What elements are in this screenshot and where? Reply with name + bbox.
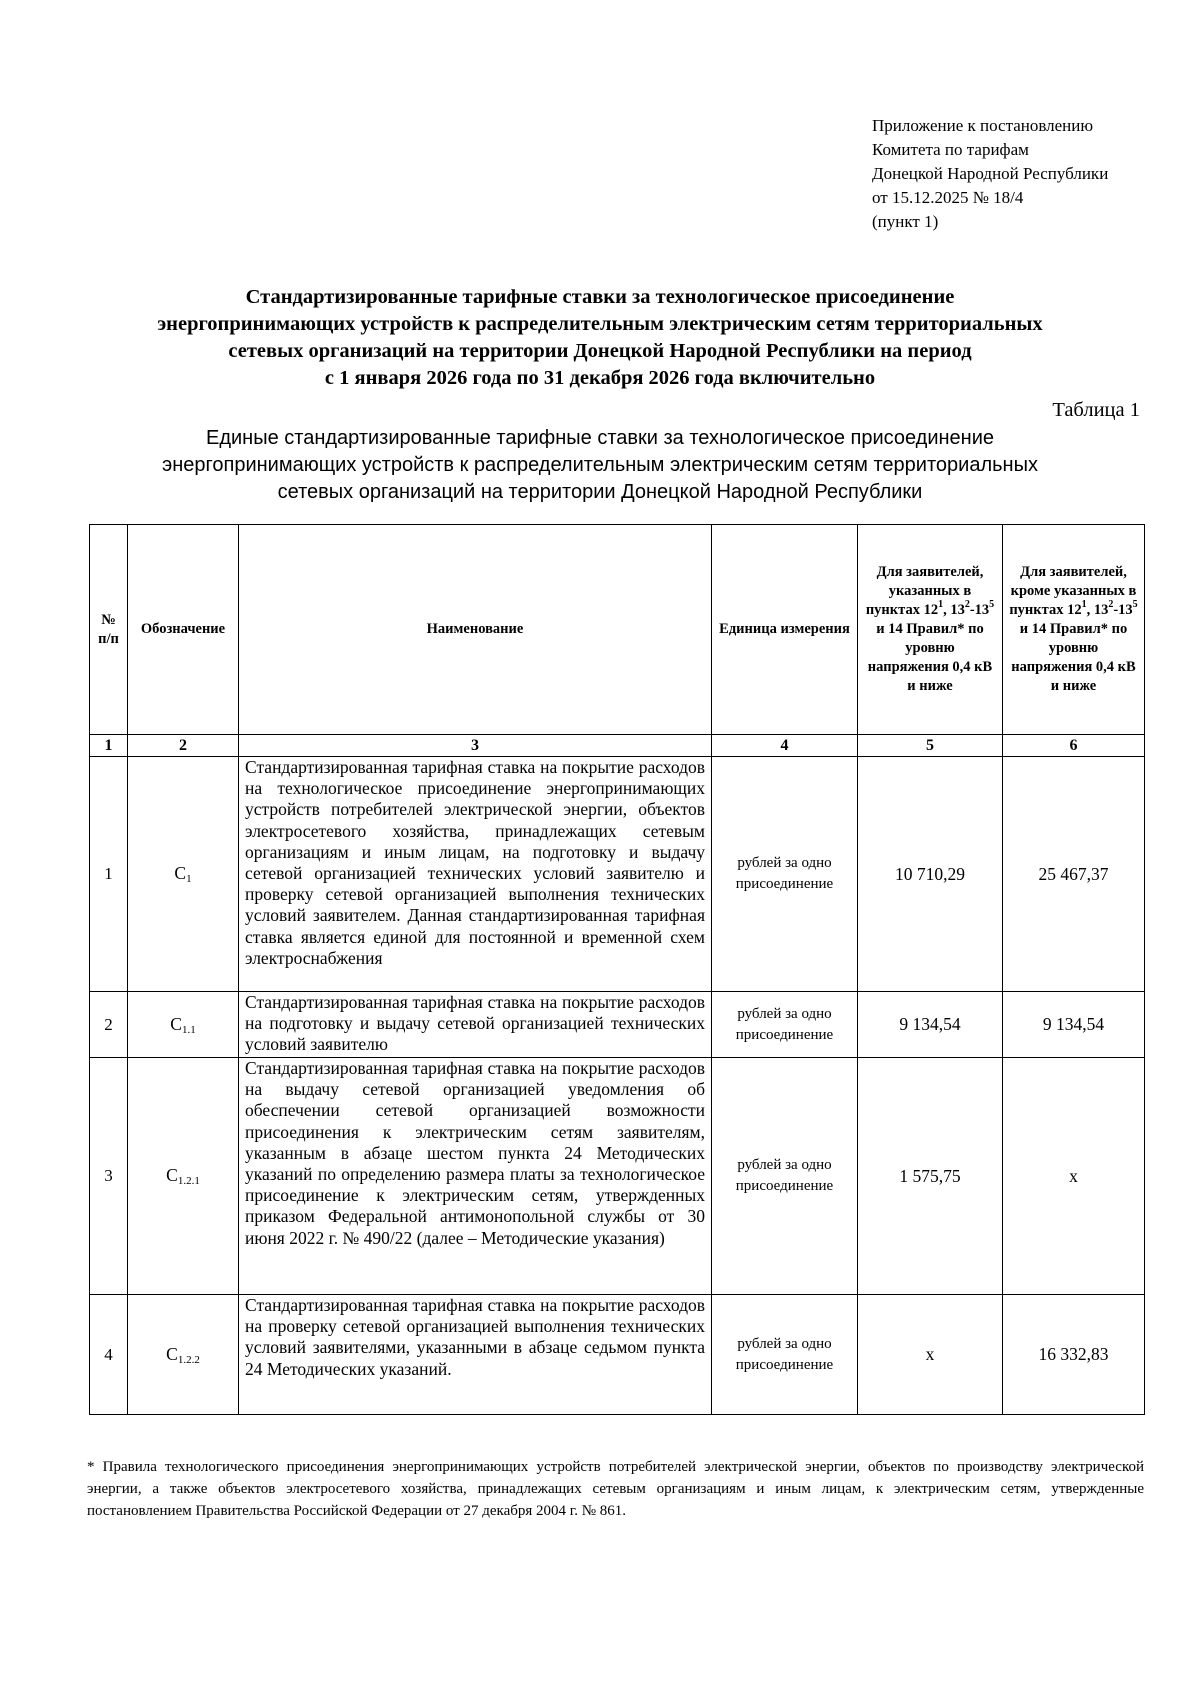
appendix-line-3: Донецкой Народной Республики (872, 164, 1109, 183)
row-value-listed: x (858, 1295, 1003, 1415)
header-designation: Обозначение (128, 525, 239, 735)
row-value-listed: 1 575,75 (858, 1058, 1003, 1295)
table-row (90, 1058, 1145, 1295)
row-unit: рублей за одно присоединение (712, 757, 858, 992)
row-designation: $C_{1.2.2}$ (128, 1295, 239, 1415)
appendix-note (872, 114, 1108, 234)
column-number: 1 (90, 735, 128, 757)
row-no: 3 (90, 1058, 128, 1295)
row-value-other: 25 467,37 (1003, 757, 1145, 992)
row-designation: $C_1$ (128, 757, 239, 992)
header-no: № п/п (90, 525, 128, 735)
row-designation: $C_{1.1}$ (128, 992, 239, 1058)
row-unit: рублей за одно присоединение (712, 1295, 858, 1415)
column-number: 5 (858, 735, 1003, 757)
caption-line-3: сетевых организаций на территории Донецкой Народной Республики (277, 481, 923, 503)
header-unit: Единица измерения (712, 525, 858, 735)
rates-table (89, 524, 1145, 1415)
table-caption (60, 425, 1140, 506)
appendix-line-4: от 15.12.2025 № 18/4 (872, 188, 1024, 207)
row-no: 2 (90, 992, 128, 1058)
table-row (90, 992, 1145, 1058)
appendix-line-5: (пункт 1) (872, 212, 939, 231)
table-header-row (90, 525, 1145, 735)
column-number: 2 (128, 735, 239, 757)
row-name: Стандартизированная тарифная ставка на покрытие расходов на подготовку и выдачу сетевой организацией технических условий заявителю (239, 992, 712, 1058)
title-line-2: энергопринимающих устройств к распределительным электрическим сетям территориальных (157, 313, 1043, 335)
table-row (90, 757, 1145, 992)
title-line-4: с 1 января 2026 года по 31 декабря 2026 года включительно (324, 367, 876, 389)
row-value-other: 9 134,54 (1003, 992, 1145, 1058)
appendix-line-2: Комитета по тарифам (872, 140, 1029, 159)
column-numbers-row (90, 735, 1145, 757)
header-applicants-other: Для заявителей, кроме указанных в пунктах $12^1$, $13^2-13^5$ и 14 Правил* по уровню напряжения 0,4 кВ и ниже (1003, 525, 1145, 735)
row-name: Стандартизированная тарифная ставка на покрытие расходов на выдачу сетевой организацией уведомления об обеспечении сетевой организацией возможности присоединения к электрическим сетям заявителям, указанным в абзаце шестом пункта 24 Методических указаний по определению размера платы за технологическое присоединение к электрическим сетям, утвержденных приказом Федеральной антимонопольной службы от 30 июня 2022 г. № 490/22 (далее – Методические указания) (239, 1058, 712, 1295)
row-value-other: x (1003, 1058, 1145, 1295)
column-number: 4 (712, 735, 858, 757)
column-number: 3 (239, 735, 712, 757)
title-line-3: сетевых организаций на территории Донецкой Народной Республики на период (228, 340, 972, 362)
header-applicants-listed: Для заявителей, указанных в пунктах $12^1$, $13^2-13^5$ и 14 Правил* по уровню напряжения 0,4 кВ и ниже (858, 525, 1003, 735)
row-value-listed: 10 710,29 (858, 757, 1003, 992)
title-line-1: Стандартизированные тарифные ставки за технологическое присоединение (245, 286, 955, 308)
footnote: * Правила технологического присоединения энергопринимающих устройств потребителей электрической энергии, объектов по производству электрической энергии, а также объектов электросетевого хозяйства, принадлежащих сетевым организациям и иным лицам, к электрическим сетям, утвержденные постановлением Правительства Российской Федерации от 27 декабря 2004 г. № 861. (87, 1459, 1144, 1519)
caption-line-2: энергопринимающих устройств к распределительным электрическим сетям территориальных (162, 454, 1038, 476)
row-no: 1 (90, 757, 128, 992)
row-unit: рублей за одно присоединение (712, 992, 858, 1058)
table-label: Таблица 1 (1052, 399, 1140, 421)
row-designation: $C_{1.2.1}$ (128, 1058, 239, 1295)
row-name: Стандартизированная тарифная ставка на покрытие расходов на проверку сетевой организацией выполнения технических условий заявителями, указанными в абзаце седьмом пункта 24 Методических указаний. (239, 1295, 712, 1415)
document-title (60, 284, 1140, 392)
row-value-other: 16 332,83 (1003, 1295, 1145, 1415)
row-name: Стандартизированная тарифная ставка на покрытие расходов на технологическое присоединение энергопринимающих устройств потребителей электрической энергии, объектов электросетевого хозяйства, принадлежащих сетевым организациям и иным лицам, на подготовку и выдачу сетевой организацией технических условий заявителю и проверку сетевой организацией выполнения технических условий заявителем. Данная стандартизированная тарифная ставка является единой для постоянной и временной схем электроснабжения (239, 757, 712, 992)
column-number: 6 (1003, 735, 1145, 757)
header-name: Наименование (239, 525, 712, 735)
table-row (90, 1295, 1145, 1415)
row-unit: рублей за одно присоединение (712, 1058, 858, 1295)
appendix-line-1: Приложение к постановлению (872, 116, 1094, 135)
caption-line-1: Единые стандартизированные тарифные ставки за технологическое присоединение (205, 427, 995, 449)
row-value-listed: 9 134,54 (858, 992, 1003, 1058)
row-no: 4 (90, 1295, 128, 1415)
